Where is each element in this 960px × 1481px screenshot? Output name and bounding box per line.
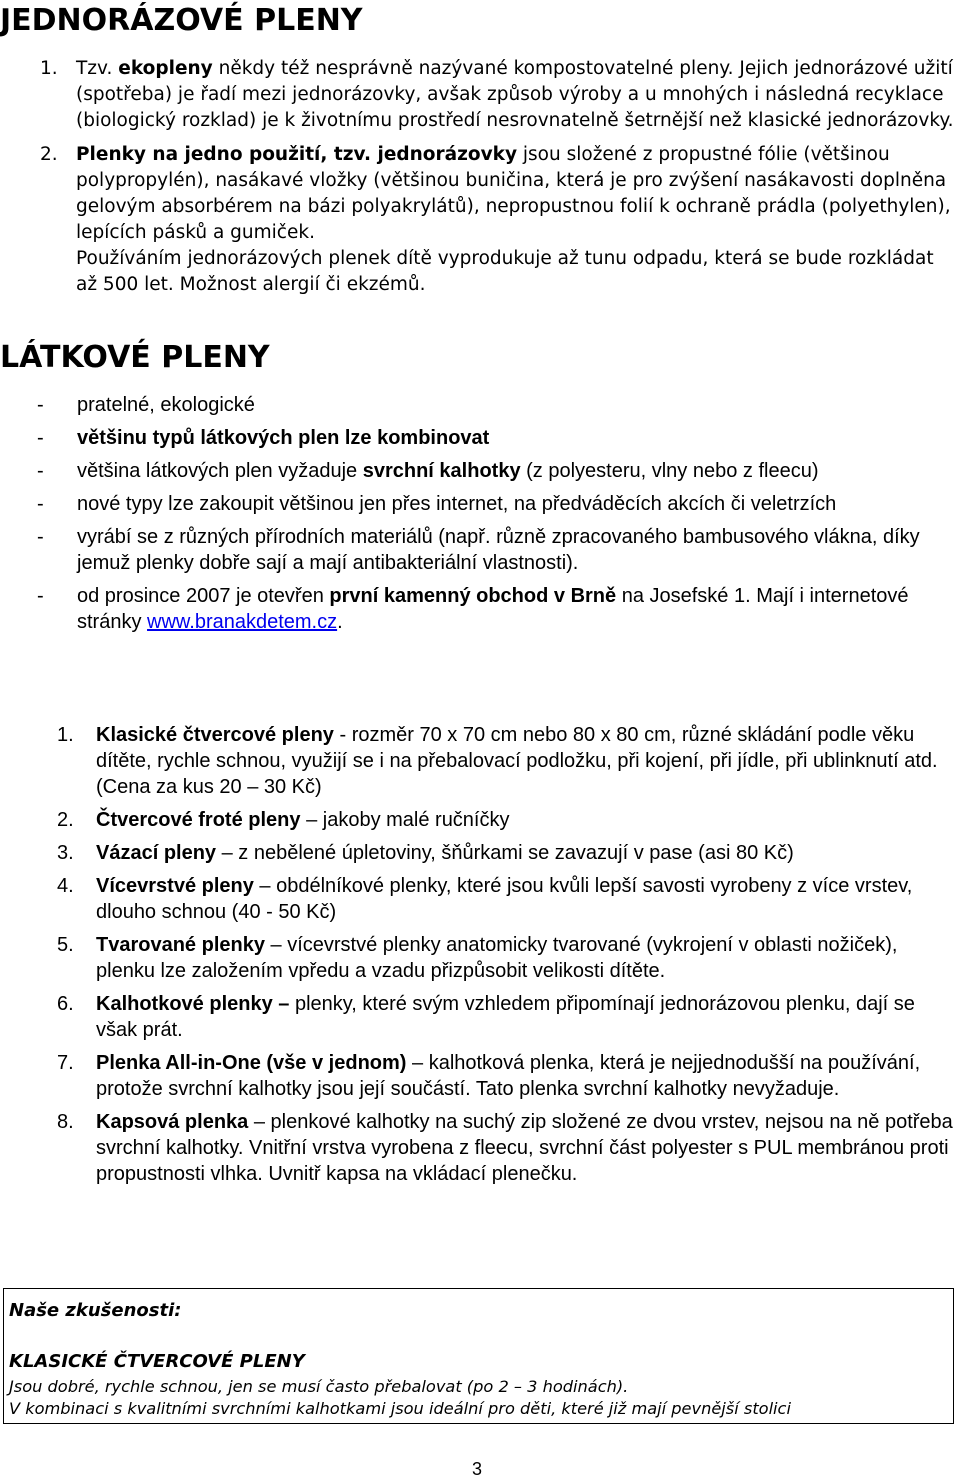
experience-box [3,1288,954,1424]
list-item [0,1050,960,1102]
item-text: od prosince 2007 je otevřen [77,585,330,607]
item-text: – z nebělené úpletoviny, šňůrkami se zavazují v pase (asi 80 Kč) [216,842,794,864]
list-number: 1. [40,58,58,79]
item-text: Tzv. [76,58,119,79]
list-item [0,56,960,134]
list-item [0,722,960,800]
item-text: - rozměr 70 x 70 cm nebo 80 x 80 cm, různé skládání podle věku dítěte, rychle schnou, využijí se i na přebalovací podložku, při kojení, při jídle, při ublinknutí atd. (Cena za kus 20 – 30 Kč) [96,724,938,798]
page-number: 3 [472,1459,483,1479]
item-bold-term: Tvarované plenky [96,934,265,956]
dash-bullet: - [37,460,44,482]
dash-bullet: - [37,427,44,449]
list-number: 8. [57,1111,74,1133]
list-number: 6. [57,993,74,1015]
list-item [0,991,960,1043]
item-text: pratelné, ekologické [77,394,255,416]
list-number: 2. [57,809,74,831]
list-item [0,873,960,925]
item-bold-term: Čtvercové froté pleny [96,809,301,831]
item-bold-term: Klasické čtvercové pleny [96,724,334,746]
list-item [0,458,960,484]
item-text: . [337,611,343,633]
list-item [0,392,960,418]
item-text: většina látkových plen vyžaduje [77,460,363,482]
cloth-types-list [0,722,960,1194]
item-bold-term: Kalhotkové plenky – [96,993,290,1015]
list-item [0,840,960,866]
item-bold-term: většinu typů látkových plen lze kombinovat [77,427,490,449]
list-item [0,583,960,635]
list-item [0,491,960,517]
list-item [0,142,960,298]
item-bold-term: první kamenný obchod v Brně [329,585,617,607]
item-text: (z polyesteru, vlny nebo z fleecu) [520,460,819,482]
experience-subheading: KLASICKÉ ČTVERCOVÉ PLENY [9,1351,305,1372]
list-number: 5. [57,934,74,956]
item-text: – obdélníkové plenky, které jsou kvůli lepší savosti vyrobeny z více vrstev, dlouho schnou (40 - 50 Kč) [96,875,913,923]
experience-line: Jsou dobré, rychle schnou, jen se musí často přebalovat (po 2 – 3 hodinách). [9,1377,629,1396]
item-text: – plenkové kalhotky na suchý zip složené ze dvou vrstev, nejsou na ně potřeba svrchní kalhotky. Vnitřní vrstva vyrobena z fleecu, svrchní část polyester s PUL membránou proti propustnosti vlhka. Uvnitř kapsa na vkládací plenečku. [96,1111,953,1185]
list-number: 3. [57,842,74,864]
item-text: – jakoby malé ručníčky [300,809,510,831]
item-text: nové typy lze zakoupit většinou jen přes internet, na předváděcích akcích či veletrzích [77,493,837,515]
list-item [0,1109,960,1187]
dash-bullet: - [37,585,44,607]
item-text: Používáním jednorázových plenek dítě vyprodukuje až tunu odpadu, která se bude rozkládat až 500 let. Možnost alergií či ekzémů. [76,248,934,295]
experience-heading: Naše zkušenosti: [9,1300,182,1321]
item-bold-term: Vázací pleny [96,842,217,864]
item-bold-term: svrchní kalhotky [362,460,521,482]
disposable-section-title: JEDNORÁZOVÉ PLENY [0,3,363,38]
list-item [0,425,960,451]
item-text: na Josefské 1. Mají i internetové stránky [77,585,909,633]
list-number: 1. [57,724,74,746]
item-text: jsou složené z propustné fólie (většinou polypropylén), nasákavé vložky (většinou buničina, která je pro zvýšení nasákavosti doplněna gelovým absorbérem na bázi polyakrylátů), nepropustnou folií k ochraně prádla (polyethylen), lepících pásků a gumiček. [76,144,951,243]
experience-line: V kombinaci s kvalitními svrchními kalhotkami jsou ideální pro děti, které již mají pevnější stolici [9,1399,791,1418]
shop-website-link[interactable]: www.branakdetem.cz [147,611,338,633]
list-item [0,807,960,833]
item-bold-term: ekopleny [118,58,213,79]
dash-bullet: - [37,493,44,515]
item-text: vyrábí se z různých přírodních materiálů (např. různě zpracovaného bambusového vlákna, díky jemuž plenky dobře sají a mají antibakteriální vlastnosti). [77,526,920,574]
list-item [0,932,960,984]
item-bold-term: Plenka All-in-One (vše v jednom) [96,1052,407,1074]
item-text: – vícevrstvé plenky anatomicky tvarované (vykrojení v oblasti nožiček), plenku lze založením vpředu a vzadu přizpůsobit velikosti dítěte. [96,934,898,982]
cloth-features-list [0,392,960,642]
disposable-list [0,56,960,298]
item-text: – kalhotková plenka, která je nejjednodušší na používání, protože svrchní kalhotky jsou její součástí. Tato plenka svrchní kalhotky nevyžaduje. [96,1052,921,1100]
cloth-section-title: LÁTKOVÉ PLENY [0,340,270,375]
item-bold-term: Plenky na jedno použití, tzv. jednorázovky [76,144,518,165]
list-number: 7. [57,1052,74,1074]
dash-bullet: - [37,394,44,416]
item-bold-term: Kapsová plenka [96,1111,249,1133]
item-text: někdy též nesprávně nazývané kompostovatelné pleny. Jejich jednorázové užití (spotřeba) je řadí mezi jednorázovky, avšak způsob výroby a u mnohých i následná recyklace (biologický rozklad) je k životnímu prostředí nesrovnatelně šetrnější než klasické jednorázovky. [76,58,954,131]
list-number: 2. [40,144,58,165]
list-item [0,524,960,576]
dash-bullet: - [37,526,44,548]
list-number: 4. [57,875,74,897]
item-text: plenky, které svým vzhledem připomínají jednorázovou plenku, dají se však prát. [96,993,915,1041]
item-bold-term: Vícevrstvé pleny [96,875,254,897]
